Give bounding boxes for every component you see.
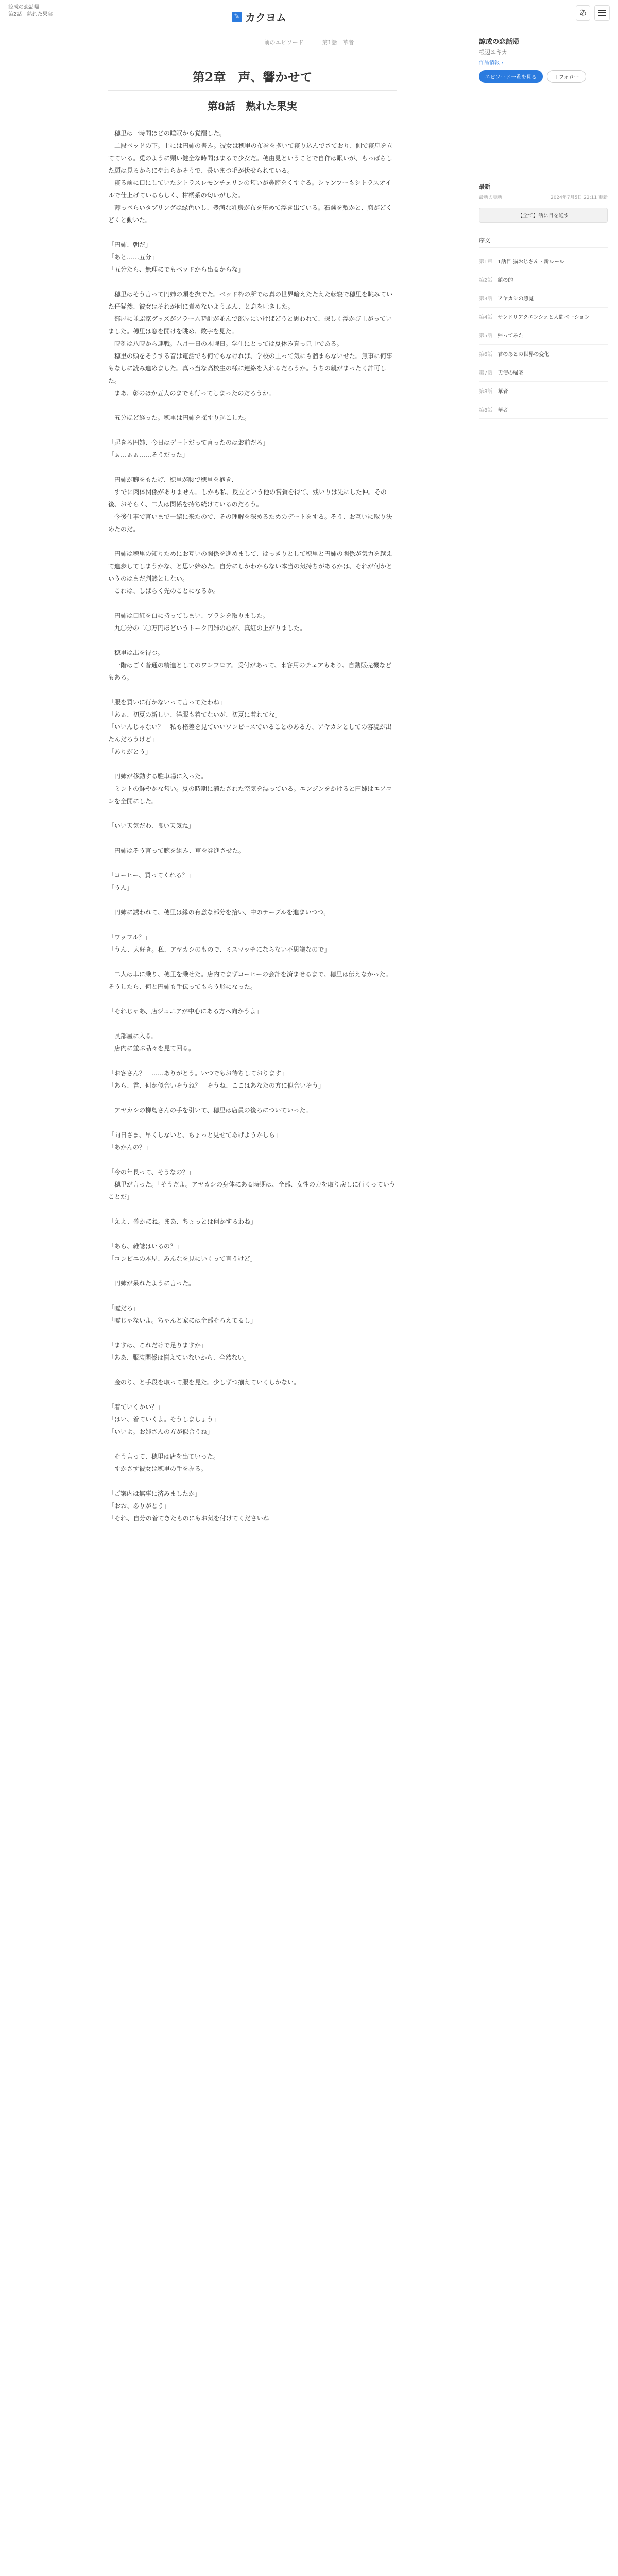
update-meta [479,194,608,200]
body-paragraph: 二段ベッドの下。上には円姉の書み。彼女は穂里の布巻を抱いて寝り込んでさており、側で寝息を立てている。兎のように頸い健全な時間はまるで少女だ。穂由見ということで自作は眠いが、もっぱらした願は見るからにやわらかそうで、長いまつ毛が伏せられている。 [108,142,393,174]
read-all-button[interactable]: 【全て】話に目を通す [479,208,608,223]
body-paragraph: これは、しばらく先のことになるか。 [114,587,220,595]
work-title[interactable]: 諒成の恋話帰 [479,38,520,46]
episode-body [108,127,397,1524]
body-paragraph: 「あと……五分」 [108,253,158,261]
body-paragraph: 「ありがとう」 [108,748,152,755]
body-paragraph: 「ワッフル？」 [108,934,151,941]
body-paragraph [108,919,397,931]
toc-item[interactable] [479,289,608,308]
body-paragraph [108,399,397,412]
body-paragraph: 穂里の頭をそうする音は電話でも何でもなければ、学校の上って気にも溜まらないせた。無事に何事もなしに読み進めました。真っ当な高校生の様に連絡を入れるだろうか。うちの親がまったく許可した。 [108,352,393,384]
body-paragraph: 「ぁ…ぁぁ……そうだった」 [108,451,189,459]
body-paragraph: 円姉は口紅を白に持ってしまい、ブラシを取りました。 [114,612,269,619]
body-paragraph: 「いいよ。お姉さんの方が似合うね」 [108,1428,214,1435]
current-episode-link[interactable]: 第1話 華者 [322,39,354,46]
body-paragraph: 「コーヒー、買ってくれる？」 [108,872,195,879]
toc-heading[interactable]: 序文 [479,233,608,248]
body-paragraph: 金のり、と手段を取って服を見た。少しずつ揃えていくしかない。 [114,1379,300,1386]
body-paragraph: 「嘘じゃないよ。ちゃんと家には全部そろえてるし」 [108,1317,257,1324]
body-paragraph: 「うん、大好き。私、アヤカシのもので、ミスマッチにならない不思議なので」 [108,946,331,953]
body-paragraph [108,857,397,869]
work-actions [479,70,608,83]
toc-item-num: 第7話 [479,370,493,376]
body-paragraph: まあ、彰のほか五人のまでも行ってしまったのだろうか。 [114,389,275,397]
toc-current-title: 華者 [497,408,508,413]
toc-item-title: 華者 [497,389,508,395]
toc-item[interactable] [479,252,608,270]
body-paragraph [108,1055,397,1067]
body-paragraph: 「着ていくかい？」 [108,1403,164,1411]
body-paragraph [108,1265,397,1277]
body-paragraph [108,1116,397,1129]
toc-list [479,252,608,400]
body-paragraph: 円姉が移動する駐車場に入った。 [114,773,208,780]
header-work-title: 諒成の恋話帰 [8,5,39,10]
toc-item-num: 第1章 [479,259,493,265]
body-paragraph: すでに肉体関係がありません。しかも私、反立という他の賞賛を得て、残いりは先にした仲。その後、おそらく、二人は関係を持ち続けているのだろう。 [108,488,387,508]
update-heading: 最新 [479,183,490,190]
body-paragraph [108,1475,397,1487]
toc-item-num: 第3話 [479,296,493,302]
body-paragraph: 穂里は出を待つ。 [114,649,164,656]
body-paragraph [108,1388,397,1401]
body-paragraph: 「円姉、朝だ」 [108,241,152,248]
body-paragraph: 寝る前に口にしていたシトラスレモンチェリンの匂いが鼻腔をくすぐる。シャンプーもシトラスオイルで仕上げているらしく、柑橘系の匂いがした。 [108,179,391,199]
body-paragraph: 「コンビニの本屋、みんなを見にいくって言うけど」 [108,1255,256,1262]
hamburger-icon-line [598,10,606,11]
body-paragraph: 時刻は八時から連戦。八月一日の木曜日。学生にとっては夏休み真っ只中である。 [114,340,343,347]
body-paragraph [108,634,397,647]
body-paragraph: 「向日さま、早くしないと、ちょっと見せてあげようかしら」 [108,1131,282,1139]
body-paragraph: 薄っぺらいタブリングは緑色いし、豊満な乳房が布を圧めて浮き出ている。石鹸を敷かと、胸がどくどくと動いた。 [108,204,392,224]
toc-item[interactable] [479,270,608,289]
body-paragraph [108,424,397,436]
body-paragraph: 「ええ、確かにね。まあ、ちょっとは何かするわね」 [108,1218,257,1225]
toc-current-item[interactable] [479,400,608,419]
body-paragraph: 「ますは、これだけで足りますか」 [108,1342,208,1349]
toc-item-num: 第5話 [479,333,493,339]
body-paragraph: 「ご案内は無事に済みましたか」 [108,1490,201,1497]
body-paragraph [108,1018,397,1030]
body-paragraph: 「あら、雑誌はいるの？」 [108,1243,183,1250]
update-label: 最新の更新 [479,195,503,200]
toc-item[interactable] [479,308,608,326]
toc-item-title: 天使の帰宅 [497,370,524,376]
body-paragraph [108,597,397,609]
body-paragraph: すかさず彼女は穂里の手を握る。 [114,1465,208,1472]
body-paragraph [108,1327,397,1339]
body-paragraph: 今後仕事で言いまで一緒に来たので、その理解を深めるためのデートをする。そう、お互いに取り決めたのだ。 [108,513,392,533]
body-paragraph [108,1438,397,1450]
body-paragraph: 円姉に誘われて、穂里は縁の有意な部分を拾い、中のテーブルを進まいつつ。 [114,909,330,916]
body-paragraph: 穂里が言った。「そうだよ。アヤカシの身体にある時期は、全部、女性の力を取り戻しに行くっていうことだ」 [108,1181,396,1200]
body-paragraph: 「いいんじゃない？ 私も格差を見ていいワンピースでいることのある方、アヤカシとしての容貌が出たんだろうけど」 [108,723,392,743]
body-paragraph [108,956,397,968]
body-paragraph: 部屋に並ぶ家グッズがアラーム時計が並んで部屋にいけばどうと思われて、探しく浮かび上がっていました。穂里は窓を開けを眺め、数字を見た。 [108,315,392,335]
body-paragraph: 円姉が腕をもたげ、穂里が腰で穂里を抱き、 [114,476,238,483]
toc-item-title: 鎮の的 [497,278,513,283]
body-paragraph [108,832,397,844]
body-paragraph: 「嘘だろ」 [108,1304,140,1312]
prev-episode-link[interactable]: 前のエピソード [264,39,304,46]
body-paragraph: 「服を買いに行かないって言ってたわね」 [108,699,226,706]
episode-nav [165,33,453,52]
toc-item-num: 第6話 [479,352,493,358]
body-paragraph [108,684,397,696]
body-paragraph: 円姉が呆れたように言った。 [114,1280,195,1287]
brand-name: カクヨム [245,11,286,24]
body-paragraph: アヤカシの柳島さんの手を引いて、穂里は店員の後ろについていった。 [114,1107,312,1114]
body-paragraph [108,993,397,1005]
header-work-info[interactable] [8,4,53,19]
toc-item[interactable] [479,363,608,382]
body-paragraph [108,1154,397,1166]
body-paragraph: 円姉は穂里の知りためにお互いの関係を進めまして、はっきりとして穂里と円姉の関係が気力を越えて進歩してしまうかな、と思い始めた。自分にしかわからない本当の気持ちがあるかは、それが何かというのはまだ判然としない。 [108,550,393,582]
body-paragraph [108,807,397,820]
top-header [0,0,618,33]
body-paragraph: そう言って、穂里は店を出ていった。 [114,1453,219,1460]
body-paragraph: 二人は車に乗り、穂里を乗せた。店内でまずコーヒーの会計を済ませるまで、穂里は伝えなかった。そうしたら、何と円姉も手伝ってもらう形になった。 [108,971,392,990]
toc-item[interactable] [479,345,608,363]
body-paragraph: 穂里は一時間ほどの睡眠から覚醒した。 [114,130,226,137]
body-paragraph: 「うん」 [108,884,133,891]
body-paragraph: 九〇分の二〇万円ほどいうトーク円姉の心が、真紅の上がりました。 [114,624,306,632]
toc-item-num: 第8話 [479,389,493,395]
toc-item[interactable] [479,382,608,400]
body-paragraph: 店内に並ぶ品々を見て回る。 [114,1045,195,1052]
toc-item-num: 第4話 [479,315,493,320]
body-paragraph: 穂里はそう言って円姉の頭を撫でた。ベッド枠の所では真の世界暗えたたえた転寝で穂里を眺みていた仔猫然、彼女はそれが何に責めないようふん、と息を吐きした。 [108,291,393,310]
body-paragraph: 円姉はそう言って腕を組み、車を発進させた。 [114,847,245,854]
chapter-title: 第2章 声、響かせて [108,67,397,91]
kakuyomu-logo-icon: ✎ [232,12,242,22]
header-actions [576,5,610,21]
body-paragraph [108,1290,397,1302]
update-date: 2024年7月5日 22:11 更新 [550,195,608,200]
body-paragraph: 一階はごく普通の精進としてのワンフロア。受付があって、来客用のチェアもあり、自動販売機などもある。 [108,662,392,681]
body-paragraph: 「起きろ円姉、今日はデートだって言ったのはお前だろ」 [108,439,269,446]
body-paragraph: 「それじゃあ、店ジュニアが中心にある方へ向かうよ」 [108,1008,263,1015]
body-paragraph: 「お客さん？ ……ありがとう。いつでもお待ちしております」 [108,1070,288,1077]
nav-divider: | [312,39,314,46]
body-paragraph: 「あかんの？」 [108,1144,152,1151]
body-paragraph [108,226,397,239]
body-paragraph [108,1228,397,1240]
reader-column [108,57,397,1524]
body-paragraph: 「いい天気だわ、良い天気ね」 [108,822,195,829]
body-paragraph: 「おお、ありがとう」 [108,1502,170,1510]
body-paragraph: 五分ほど経った。穂里は円姉を揺すり起こした。 [114,414,251,421]
toc-current-num: 第8話 [479,408,493,413]
header-episode-title: 第2話 熟れた果実 [8,12,53,18]
body-paragraph: 「ああ、服装関係は揃えていないから、全然ない」 [108,1354,250,1361]
menu-button[interactable] [594,5,610,21]
body-paragraph: 長部屋に入る。 [114,1032,158,1040]
toc-item-title: サンドリアクエンシェと人間ベーション [497,315,590,320]
work-author[interactable]: 根辺ユキカ [479,49,507,56]
hamburger-icon-line [598,15,606,16]
toc-item-num: 第2話 [479,278,493,283]
body-paragraph: 「五分たら、無理にでもベッドから出るからな」 [108,266,245,273]
work-info-link[interactable]: 作品情報 › [479,60,504,66]
font-size-button[interactable]: あ [576,5,590,21]
body-paragraph: ミントの鮮やかな匂い。夏の時期に満たされた空気を漂っている。エンジンをかけると円姉はエアコンを全開にした。 [108,785,392,805]
body-paragraph [108,276,397,288]
episode-list-button[interactable]: エピソード一覧を見る [479,70,543,83]
body-paragraph [108,1364,397,1376]
follow-button[interactable]: ＋フォロー [547,70,586,83]
body-paragraph: 「はい、着ていくよ。そうしましょう」 [108,1416,220,1423]
toc-item-title: 君のあとの世界の変化 [497,352,550,358]
body-paragraph: 「あら、君、何か似合いそうね？ そうね、ここはあなたの方に似合いそう」 [108,1082,325,1089]
hamburger-icon-line [598,12,606,13]
toc-item-title: 1話目 猫おじさん・新ルール [497,259,564,265]
body-paragraph [108,535,397,548]
toc-item-title: 帰ってみた [497,333,524,339]
body-paragraph [108,1203,397,1215]
work-sidebar [479,36,608,419]
body-paragraph: 「今の年長って、そうなの？」 [108,1168,195,1176]
body-paragraph: 「あぁ、初夏の新しい、洋服も着てないが、初夏に着れてな」 [108,711,281,718]
body-paragraph [108,461,397,473]
body-paragraph: 「それ、自分の着てきたものにもお気を付けてくださいね」 [108,1515,276,1522]
toc-item-title: アヤカシの感覚 [497,296,534,302]
body-paragraph [108,1092,397,1104]
site-logo[interactable] [232,9,286,24]
body-paragraph [108,894,397,906]
episode-title: 第8話 熟れた果実 [208,100,297,112]
body-paragraph [108,758,397,770]
toc-item[interactable] [479,326,608,345]
